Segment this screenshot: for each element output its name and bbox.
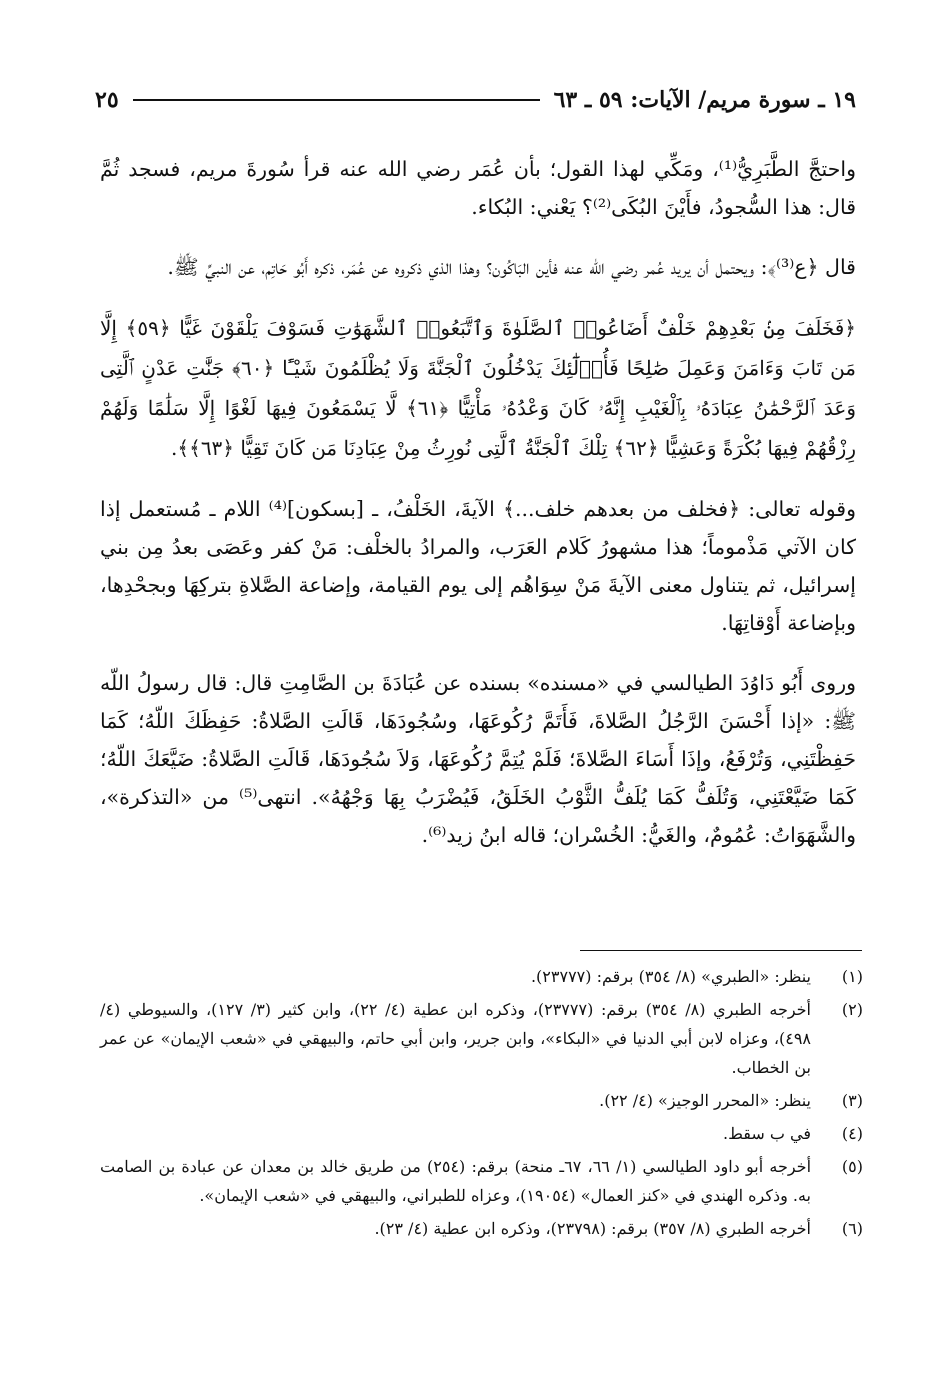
- footnote-number: (٤): [841, 1124, 863, 1143]
- paragraph-tafsir: وقوله تعالى: ﴿فخلف من بعدهم خلف...﴾ الآيةَ، الخَلْفُ، ـ [بسكون]⁽⁴⁾ اللام ـ مُستعمل إذا كان الآتي مَذْموماً؛ هذا مشهورُ كَلام العَرَب، والمرادُ بالخلْف: مَنْ كفر وعَصَى بعدُ مِن بني إسرائيل، ثم يتناول معنى الآيةَ مَنْ سِوَاهُم إلى يوم القيامة، وإضاعة الصَّلاةِ بتركِهَا وبجحْدِها، وبإضاعة أَوْقاتِهَا.: [100, 497, 856, 635]
- footnote-text: في ب سقط.: [723, 1124, 811, 1143]
- footnotes: [100, 962, 863, 1247]
- footnote-number: (٢): [841, 1000, 863, 1019]
- header-rule: [133, 99, 540, 101]
- footnote-text: أخرجه الطبري (٨/ ٣٥٤) برقم: (٢٣٧٧٧)، وذكره ابن عطية (٤/ ٢٢)، وابن كثير (٣/ ١٢٧)، والسيوطي (٤/ ٤٩٨)، وعزاه لابن أبي الدنيا في «البكاء»، وابن جرير، وابن أبي حاتم، والبيهقي في «شعب الإيمان» عن عمر بن الخطاب.: [100, 1000, 812, 1077]
- footnote: [100, 1086, 863, 1115]
- footnote: [100, 1214, 863, 1243]
- paragraph-tabari: واحتجَّ الطَّبَرِيُّ⁽¹⁾، ومَكِّي لهذا القول؛ بأن عُمَر رضي الله عنه قرأ سُورةَ مريم، فسجد ثُمَّ قال: هذا السُّجودُ، فأَيْنَ البُكَى⁽²⁾؟ يَعْني: البُكاء.: [100, 157, 856, 219]
- footnote-text: أخرجه الطبري (٨/ ٣٥٧) برقم: (٢٣٧٩٨)، وذكره ابن عطية (٤/ ٢٣).: [374, 1219, 811, 1238]
- footnote-number: (٥): [841, 1157, 863, 1176]
- running-header: [95, 80, 856, 120]
- main-text: [100, 150, 856, 876]
- footnote: [100, 962, 863, 991]
- footnote-number: (١): [841, 967, 863, 986]
- footnote-separator: [580, 950, 862, 951]
- footnote: [100, 995, 863, 1082]
- footnote-number: (٦): [841, 1219, 863, 1238]
- paragraph-hadith: وروى أَبُو دَاوُدَ الطيالسي في «مسنده» بسنده عن عُبَادَةَ بن الصَّامِتِ قال: قال رسولُ اللّه ﷺ: «إذا أَحْسَنَ الرَّجُلُ الصَّلاةَ، فَأَتَمَّ رُكُوعَهَا، وسُجُودَهَا، قَالَتِ الصَّلاةُ: حَفِظَكَ اللّهُ؛ كَمَا حَفِظْتَنِي، وَتُرْفَعُ، وإذَا أَسَاءَ الصَّلاةَ؛ فَلَمْ يُتِمَّ رُكُوعَهَا، وَلاَ سُجُودَهَا، قَالَتِ الصَّلاةُ: ضَيَّعَكَ اللّهُ؛ كَمَا ضَيَّعْتَنِي، وَتُلَفُّ كَمَا يُلَفُّ الثَّوْبُ الخَلَقُ، فَيُضْرَبُ بِهَا وَجْهُهُ». انتهى⁽⁵⁾ من «التذكرة»، والشَّهَوَاتُ: عُمُومٌ، والغَيُّ: الخُسْران؛ قاله ابنُ زيد⁽⁶⁾.: [100, 671, 856, 847]
- paragraph-qala: قال ﴿ع⁽³⁾﴾: ويحتمل أن يريد عُمر رضي الله عنه فأين البَاكُون؟ وهذا الذي ذكروه عن عُمَر، ذكره أَبُو حَاتِم، عن النبيِّ ﷺ.: [167, 255, 856, 279]
- footnote-text: ينظر: «المحرر الوجيز» (٤/ ٢٢).: [599, 1091, 811, 1110]
- footnote: [100, 1119, 863, 1148]
- footnote-text: ينظر: «الطبري» (٨/ ٣٥٤) برقم: (٢٣٧٧٧).: [530, 967, 811, 986]
- footnote-number: (٣): [841, 1091, 863, 1110]
- footnote: [100, 1152, 863, 1210]
- footnote-text: أخرجه أبو داود الطيالسي (١/ ٦٦، ٦٧ـ منحة) برقم: (٢٥٤) من طريق خالد بن معدان عن عبادة بن الصامت به. وذكره الهندي في «كنز العمال» (١٩٠٥٤)، وعزاه للطبراني، والبيهقي في «شعب الإيمان».: [100, 1157, 812, 1205]
- surah-title: ١٩ ـ سورة مريم/ الآيات: ٥٩ ـ ٦٣: [553, 87, 856, 113]
- page-number: ٢٥: [95, 87, 119, 113]
- quran-verses: ﴿فَخَلَفَ مِنۢ بَعْدِهِمْ خَلْفٌ أَضَاعُوا۟ ٱلصَّلَوٰةَ وَٱتَّبَعُوا۟ ٱلشَّهَوَٰتِ فَسَوْفَ يَلْقَوْنَ غَيًّا ﴿٥٩﴾ إِلَّا مَن تَابَ وَءَامَنَ وَعَمِلَ صَٰلِحًا فَأُو۟لَٰٓئِكَ يَدْخُلُونَ ٱلْجَنَّةَ وَلَا يُظْلَمُونَ شَيْـًٔا ﴿٦٠﴾ جَنَّٰتِ عَدْنٍ ٱلَّتِى وَعَدَ ٱلرَّحْمَٰنُ عِبَادَهُۥ بِٱلْغَيْبِ إِنَّهُۥ كَانَ وَعْدُهُۥ مَأْتِيًّا ﴿٦١﴾ لَّا يَسْمَعُونَ فِيهَا لَغْوًا إِلَّا سَلَٰمًا وَلَهُمْ رِزْقُهُمْ فِيهَا بُكْرَةً وَعَشِيًّا ﴿٦٢﴾ تِلْكَ ٱلْجَنَّةُ ٱلَّتِى نُورِثُ مِنْ عِبَادِنَا مَن كَانَ تَقِيًّا ﴿٦٣﴾﴾.: [100, 316, 857, 460]
